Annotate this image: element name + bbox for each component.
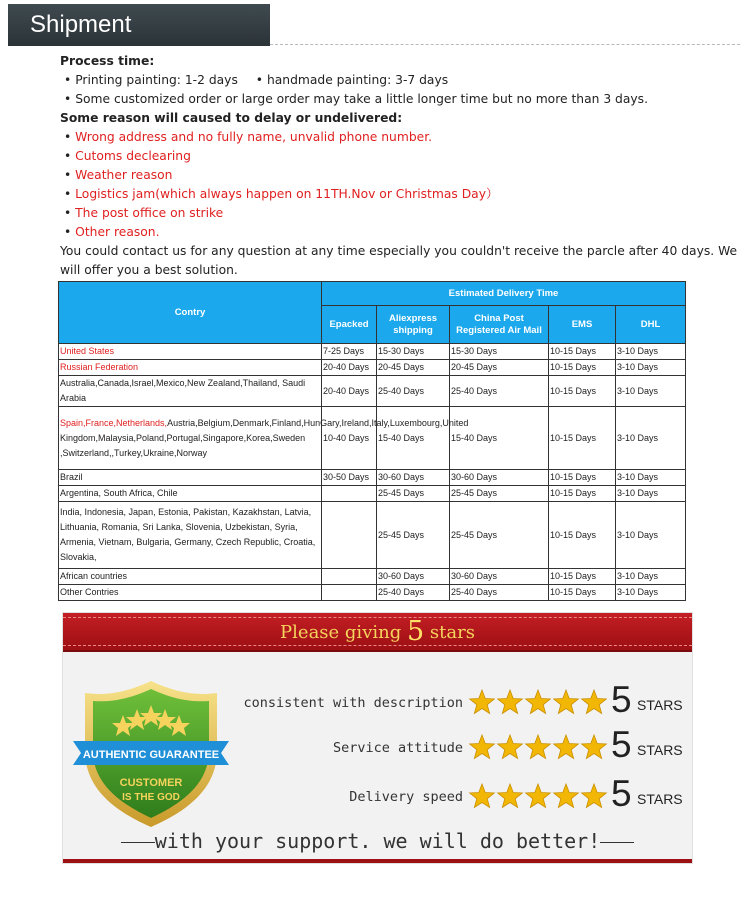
- rating-ribbon: [63, 613, 692, 652]
- delay-reason: • The post office on strike: [64, 206, 224, 220]
- delivery-cell: 20-40 Days: [322, 376, 377, 407]
- delivery-cell: 30-60 Days: [450, 569, 549, 585]
- delivery-cell: 10-15 Days: [549, 407, 616, 470]
- table-row: [59, 407, 686, 470]
- table-row: [59, 585, 686, 601]
- rating-row-delivery: [213, 773, 683, 817]
- five-star-icon: [468, 782, 608, 812]
- five-star-icon: [468, 733, 608, 763]
- col-header-china-post: China Post Registered Air Mail: [450, 306, 549, 344]
- star-icon: [582, 690, 607, 714]
- delivery-cell: 10-15 Days: [549, 569, 616, 585]
- process-item: • Printing painting: 1-2 days • handmade painting: 3-7 days: [64, 73, 449, 87]
- star-icon: [582, 784, 607, 808]
- table-row: [59, 470, 686, 486]
- rating-bottom-bar: [63, 859, 692, 863]
- delivery-cell: 25-40 Days: [377, 585, 450, 601]
- shipment-info: [60, 52, 740, 280]
- process-item-printing: Printing painting: 1-2 days: [75, 73, 238, 87]
- delivery-cell: 15-40 Days: [450, 407, 549, 470]
- delivery-time-table: [58, 281, 686, 601]
- table-row: [59, 502, 686, 569]
- country-cell: African countries: [59, 569, 322, 585]
- delay-reason: • Other reason.: [64, 225, 160, 239]
- rating-label: consistent with description: [243, 695, 463, 711]
- delivery-cell: 20-45 Days: [377, 360, 450, 376]
- delivery-cell: [322, 502, 377, 569]
- delivery-cell: 15-40 Days: [377, 407, 450, 470]
- contact-note: You could contact us for any question at any time especially you couldn't receive the parcle after 40 days. We will offer you a best solution.: [60, 244, 738, 277]
- delivery-cell: 10-40 Days: [322, 407, 377, 470]
- shipment-title: Shipment: [30, 11, 132, 38]
- process-time-title: Process time:: [60, 54, 155, 68]
- delivery-cell: 10-15 Days: [549, 376, 616, 407]
- delivery-cell: 25-45 Days: [377, 486, 450, 502]
- star-icon: [554, 784, 579, 808]
- delivery-cell: 30-60 Days: [377, 569, 450, 585]
- svg-text:CUSTOMER: CUSTOMER: [119, 777, 183, 789]
- rating-number: 5: [611, 724, 632, 765]
- delivery-cell: 10-15 Days: [549, 502, 616, 569]
- star-icon: [470, 784, 495, 808]
- col-header-country: Contry: [59, 282, 322, 344]
- delivery-cell: 3-10 Days: [616, 502, 686, 569]
- delay-reason: • Cutoms declearing: [64, 149, 191, 163]
- delay-reason: • Weather reason: [64, 168, 173, 182]
- svg-text:AUTHENTIC GUARANTEE: AUTHENTIC GUARANTEE: [82, 749, 220, 761]
- star-icon: [582, 735, 607, 759]
- delivery-cell: 3-10 Days: [616, 470, 686, 486]
- delivery-cell: 30-60 Days: [450, 470, 549, 486]
- header-divider: [270, 44, 740, 45]
- delivery-cell: 10-15 Days: [549, 360, 616, 376]
- delivery-cell: 3-10 Days: [616, 569, 686, 585]
- country-cell: Russian Federation: [59, 360, 322, 376]
- delivery-cell: 25-45 Days: [450, 502, 549, 569]
- delivery-cell: [322, 569, 377, 585]
- delivery-cell: 3-10 Days: [616, 360, 686, 376]
- delivery-cell: [322, 585, 377, 601]
- delivery-cell: 10-15 Days: [549, 470, 616, 486]
- star-icon: [470, 735, 495, 759]
- delivery-cell: 10-15 Days: [549, 344, 616, 360]
- process-item-handmade: handmade painting: 3-7 days: [266, 73, 449, 87]
- rating-unit: STARS: [637, 697, 683, 713]
- star-icon: [526, 784, 551, 808]
- country-cell: India, Indonesia, Japan, Estonia, Pakistan, Kazakhstan, Latvia, Lithuania, Romania, Sri Lanka, Slovenia, Uzbekistan, Syria, Armenia, Vietnam, Bulgaria, Germany, Czech Republic, Croatia, Slovakia,: [59, 502, 322, 569]
- authentic-guarantee-shield-icon: [71, 673, 231, 833]
- delivery-cell: 3-10 Days: [616, 585, 686, 601]
- delivery-cell: 10-15 Days: [549, 486, 616, 502]
- ribbon-text: Please giving 5 stars: [280, 616, 475, 647]
- delivery-cell: 20-40 Days: [322, 360, 377, 376]
- country-cell: Argentina, South Africa, Chile: [59, 486, 322, 502]
- col-header-epacked: Epacked: [322, 306, 377, 344]
- table-row: [59, 360, 686, 376]
- star-icon: [526, 690, 551, 714]
- rating-label: Service attitude: [332, 740, 463, 756]
- col-header-estimated: Estimated Delivery Time: [322, 282, 686, 306]
- star-icon: [498, 690, 523, 714]
- delivery-cell: 25-40 Days: [377, 376, 450, 407]
- delivery-cell: 3-10 Days: [616, 344, 686, 360]
- col-header-dhl: DHL: [616, 306, 686, 344]
- country-cell: Other Contries: [59, 585, 322, 601]
- rating-row-description: [213, 679, 683, 723]
- table-row: [59, 376, 686, 407]
- rating-unit: STARS: [637, 791, 683, 807]
- delivery-cell: 7-25 Days: [322, 344, 377, 360]
- delivery-cell: 30-50 Days: [322, 470, 377, 486]
- delivery-cell: 25-45 Days: [377, 502, 450, 569]
- delivery-cell: 20-45 Days: [450, 360, 549, 376]
- star-icon: [526, 735, 551, 759]
- table-row: [59, 486, 686, 502]
- five-star-icon: [468, 688, 608, 718]
- delivery-cell: 25-45 Days: [450, 486, 549, 502]
- star-icon: [554, 735, 579, 759]
- country-cell: United States: [59, 344, 322, 360]
- col-header-ems: EMS: [549, 306, 616, 344]
- shipment-header: [8, 4, 270, 46]
- support-slogan: with your support. we will do better!: [63, 829, 692, 853]
- rating-unit: STARS: [637, 742, 683, 758]
- rating-number: 5: [611, 773, 632, 814]
- svg-text:IS THE GOD: IS THE GOD: [122, 792, 180, 803]
- delay-reason: • Wrong address and no fully name, unvalid phone number.: [64, 130, 433, 144]
- delivery-cell: 30-60 Days: [377, 470, 450, 486]
- table-row: [59, 344, 686, 360]
- delivery-cell: 3-10 Days: [616, 407, 686, 470]
- delivery-cell: 3-10 Days: [616, 376, 686, 407]
- delivery-cell: [322, 486, 377, 502]
- country-cell: Spain,France,Netherlands,Austria,Belgium,Denmark,Finland,HunGary,Ireland,Italy,Luxembourg,United Kingdom,Malaysia,Poland,Portugal,Singapore,Korea,Sweden ,Switzerland,,Turkey,Ukraine,Norway: [59, 407, 322, 470]
- rating-label: Delivery speed: [349, 789, 463, 805]
- delivery-cell: 25-40 Days: [450, 376, 549, 407]
- rating-banner: [62, 612, 693, 864]
- process-item-custom: Some customized order or large order may take a little longer time but no more than 3 days.: [75, 92, 648, 106]
- delivery-cell: 10-15 Days: [549, 585, 616, 601]
- delivery-cell: 15-30 Days: [377, 344, 450, 360]
- country-cell: Brazil: [59, 470, 322, 486]
- col-header-aliexpress: Aliexpress shipping: [377, 306, 450, 344]
- delivery-cell: 3-10 Days: [616, 486, 686, 502]
- country-cell: Australia,Canada,Israel,Mexico,New Zealand,Thailand, Saudi Arabia: [59, 376, 322, 407]
- rating-number: 5: [611, 679, 632, 720]
- delay-reason: • Logistics jam(which always happen on 11TH.Nov or Christmas Day）: [64, 187, 499, 201]
- delivery-cell: 25-40 Days: [450, 585, 549, 601]
- table-row: [59, 569, 686, 585]
- star-icon: [470, 690, 495, 714]
- star-icon: [498, 784, 523, 808]
- rating-row-service: [213, 724, 683, 768]
- delivery-cell: 15-30 Days: [450, 344, 549, 360]
- star-icon: [554, 690, 579, 714]
- star-icon: [498, 735, 523, 759]
- delay-title: Some reason will caused to delay or undelivered:: [60, 111, 403, 125]
- process-item: • Some customized order or large order may take a little longer time but no more than 3 days.: [64, 92, 648, 106]
